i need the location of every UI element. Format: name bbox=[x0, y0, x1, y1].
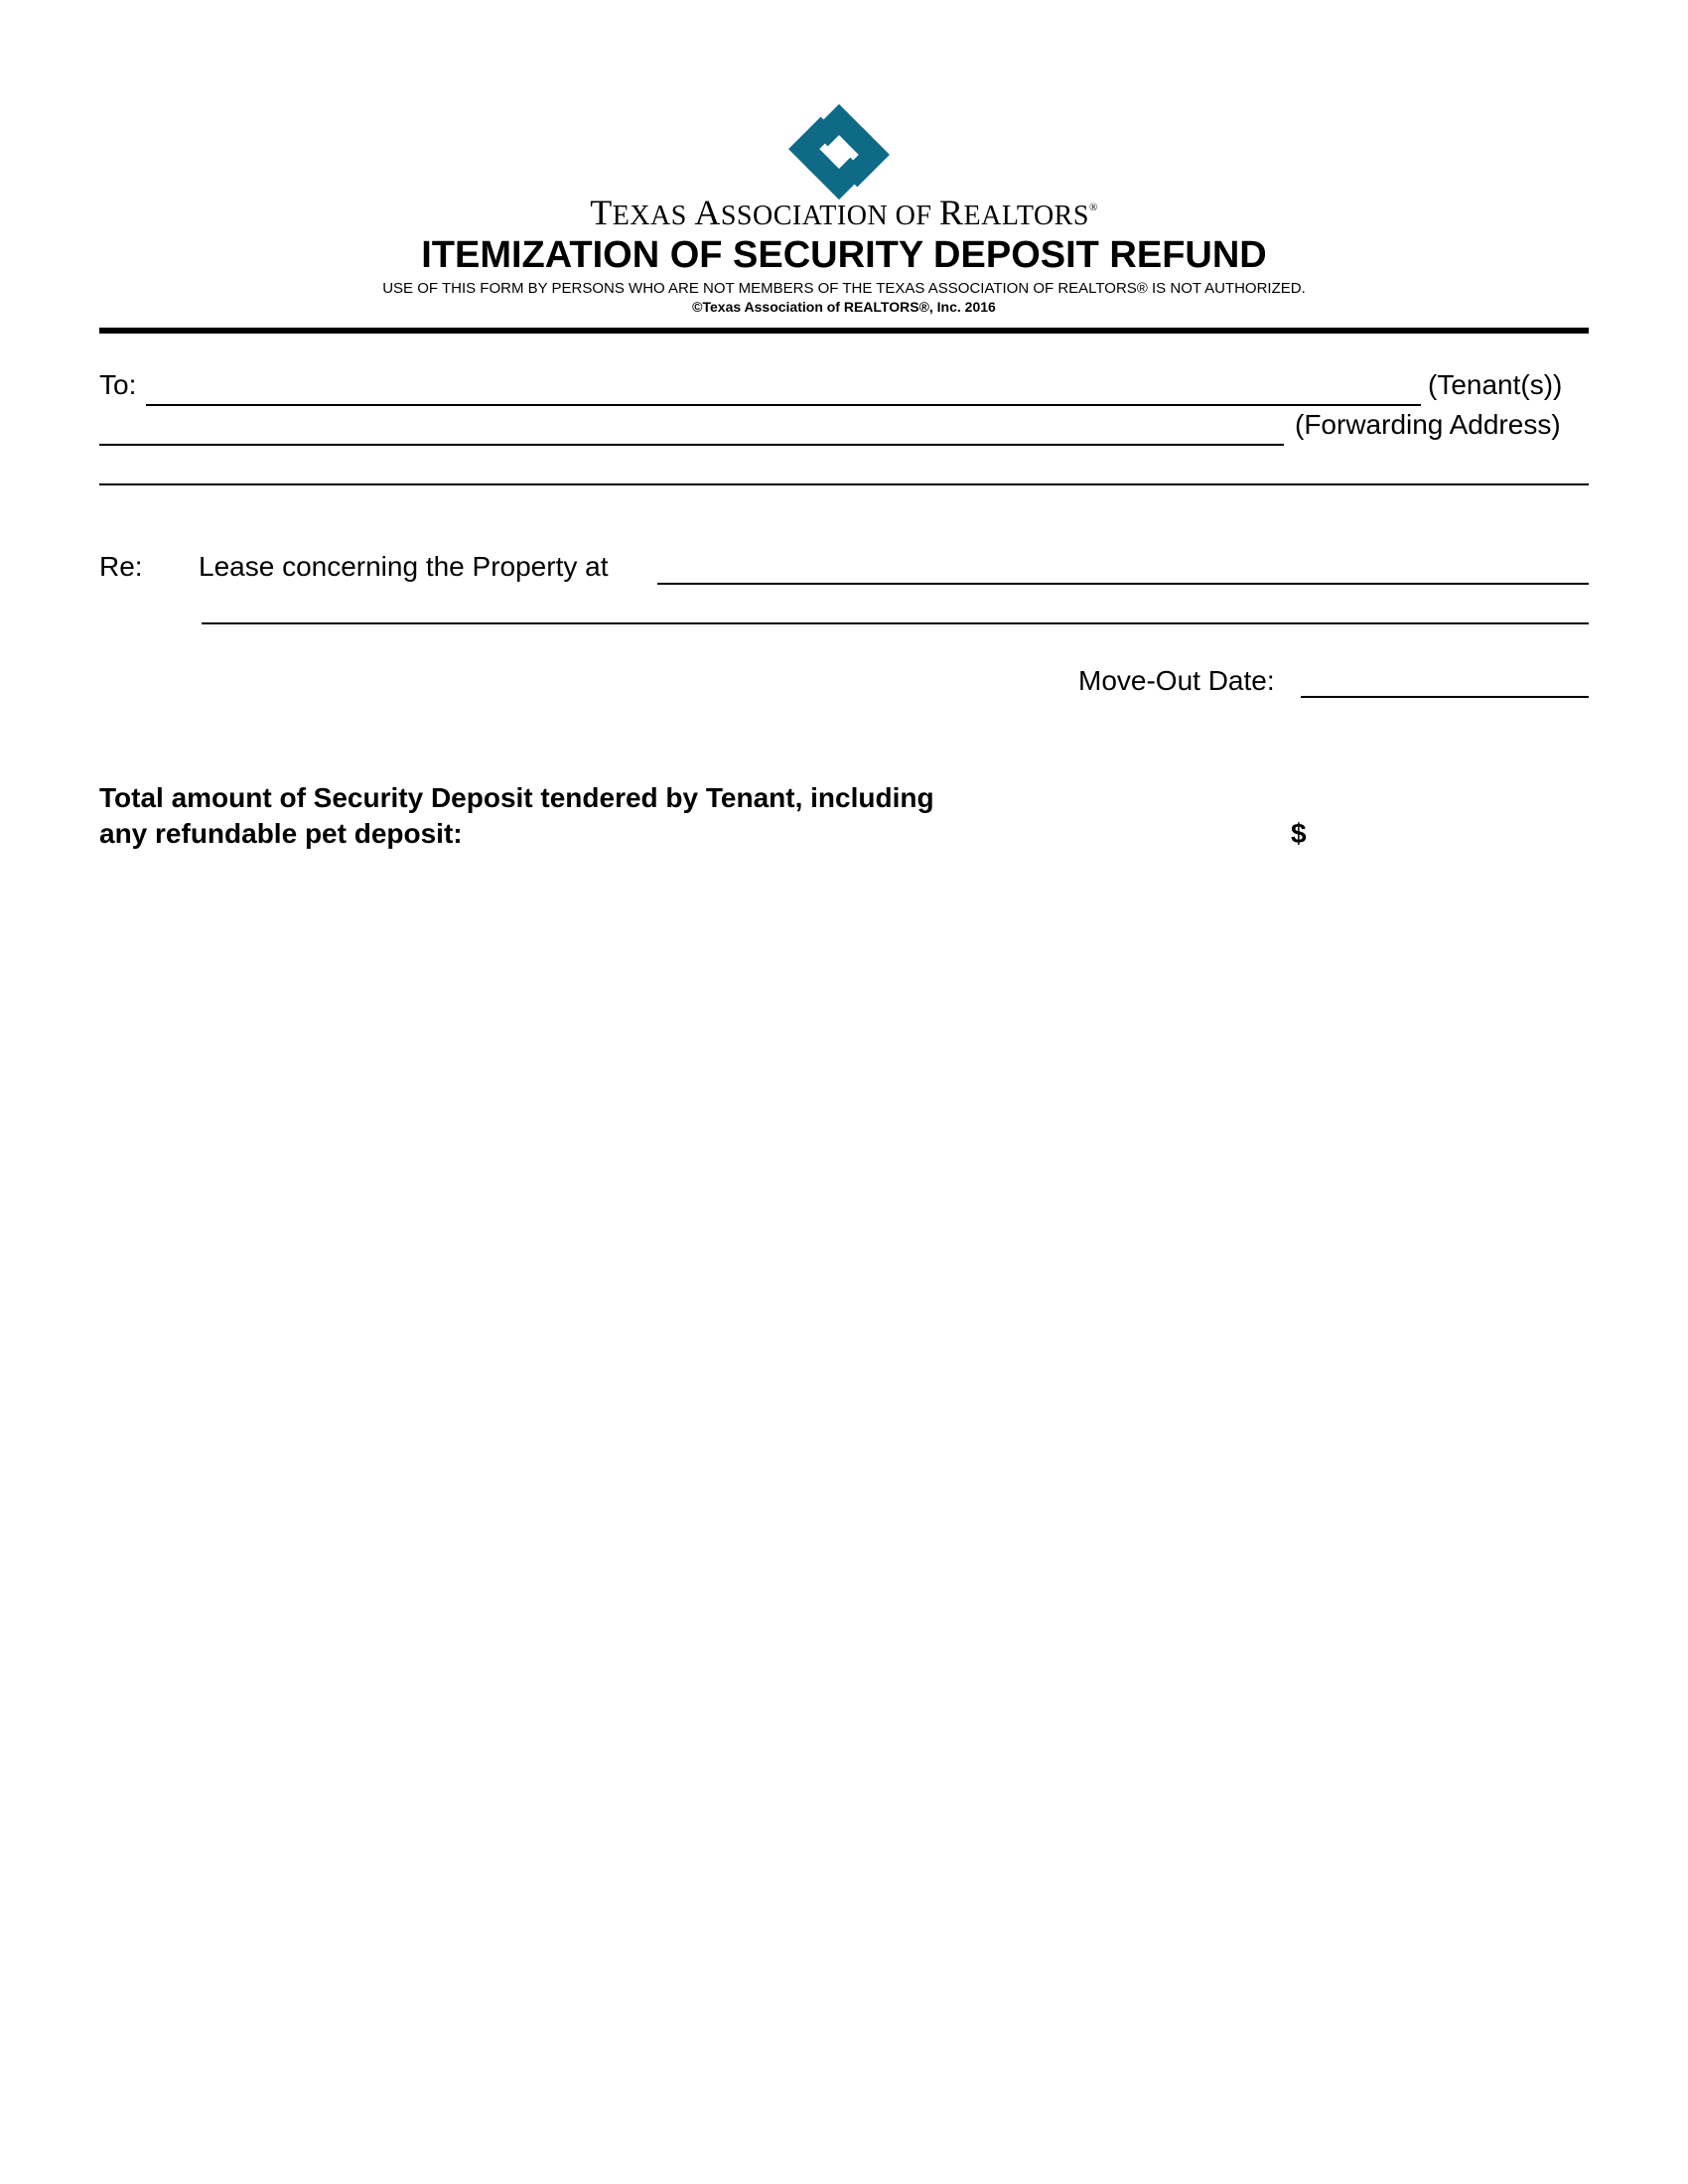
property-address-field-2[interactable] bbox=[202, 622, 1589, 624]
usage-notice: USE OF THIS FORM BY PERSONS WHO ARE NOT MEMBERS OF THE TEXAS ASSOCIATION OF REALTORS® IS NOT AUTHORIZED. bbox=[382, 280, 1306, 297]
lease-property-label: Lease concerning the Property at bbox=[199, 551, 609, 582]
forwarding-address-label: (Forwarding Address) bbox=[1295, 409, 1561, 440]
deposit-currency-sign: $ bbox=[1291, 818, 1307, 849]
re-label: Re: bbox=[99, 551, 143, 582]
tar-diamond-logo-icon bbox=[784, 97, 894, 206]
to-label: To: bbox=[99, 369, 137, 400]
move-out-date-label: Move-Out Date: bbox=[1078, 665, 1275, 696]
organization-name: TEXAS ASSOCIATION OF REALTORS® bbox=[590, 193, 1098, 232]
form-title: ITEMIZATION OF SECURITY DEPOSIT REFUND bbox=[421, 234, 1267, 276]
deposit-total-label-line1: Total amount of Security Deposit tendered by Tenant, including bbox=[99, 782, 934, 813]
deposit-total-label-line2: any refundable pet deposit: bbox=[99, 818, 463, 849]
forwarding-address-field-1[interactable] bbox=[99, 444, 1284, 446]
forwarding-address-field-2[interactable] bbox=[99, 483, 1589, 485]
tenant-name-field[interactable] bbox=[146, 404, 1421, 406]
move-out-date-field[interactable] bbox=[1301, 696, 1589, 698]
header-divider bbox=[99, 328, 1589, 334]
property-address-field-1[interactable] bbox=[657, 583, 1589, 585]
tenant-label: (Tenant(s)) bbox=[1428, 369, 1563, 400]
copyright-notice: ©Texas Association of REALTORS®, Inc. 2016 bbox=[692, 299, 996, 315]
